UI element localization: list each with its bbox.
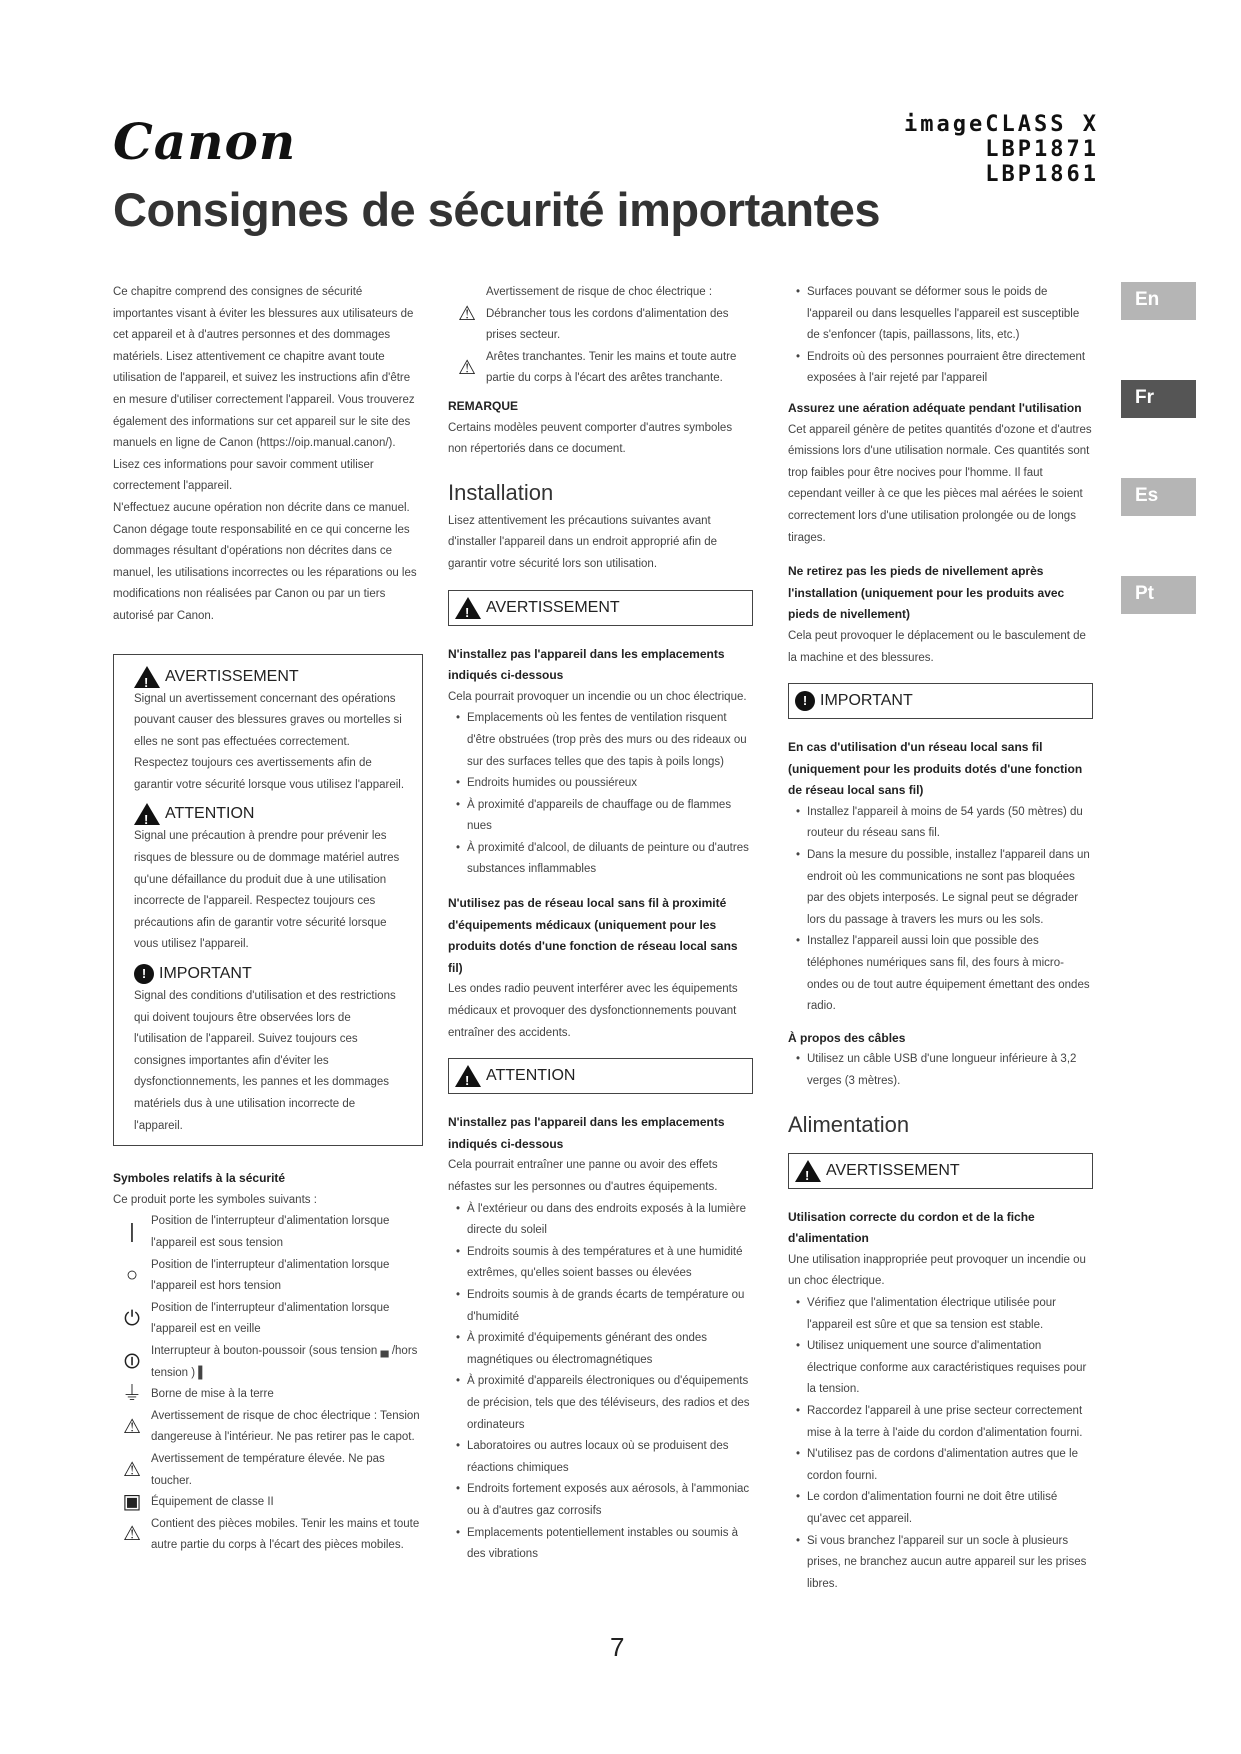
symbols-list <box>113 1211 423 1557</box>
caution-title: ATTENTION <box>165 805 255 823</box>
w1-list <box>448 708 753 881</box>
shock-warning-icon: ⚠ <box>458 302 476 325</box>
warning-text: Signal un avertissement concernant des opérations pouvant causer des blessures graves ou mortelles si elles ne sont pas effectuées correctement. Respectez toujours ces avertissements afin de garantir votre sécurité lorsque vous utilisez l'appareil. <box>134 692 405 791</box>
symbol-text: Équipement de classe II <box>151 1496 274 1509</box>
power-on-icon: | <box>129 1221 135 1244</box>
sharp-text: Arêtes tranchantes. Tenir les mains et toute autre partie du corps à l'écart des arêtes tranchante. <box>486 350 737 385</box>
cables-title: À propos des câbles <box>788 1030 906 1045</box>
list-item: • Laboratoires ou autres locaux où se produisent des réactions chimiques <box>448 1436 753 1479</box>
list-item: • Endroits humides ou poussiéreux <box>448 773 753 795</box>
caution-text: Signal une précaution à prendre pour prévenir les risques de blessure ou de dommage matériel autres qu'une défaillance du produit due à une utilisation incorrecte de l'appareil. Respectez toujours ces précautions afin de garantir votre sécurité lorsque vous utilisez l'appareil. <box>134 830 400 951</box>
cord-title: Utilisation correcte du cordon et de la fiche d'alimentation <box>788 1209 1035 1246</box>
vent-title: Assurez une aération adéquate pendant l'utilisation <box>788 400 1082 415</box>
symbol-text: Avertissement de température élevée. Ne pas toucher. <box>151 1452 385 1487</box>
w1-text: Cela pourrait provoquer un incendie ou un choc électrique. <box>448 690 747 703</box>
column-1 <box>113 282 423 1557</box>
important-text: Signal des conditions d'utilisation et des restrictions qui doivent toujours être observées lors de l'utilisation de l'appareil. Suivez toujours ces consignes importantes afin d'éviter les dysfonctionnements, les pannes et les dommages matériels dus à une utilisation incorrecte de l'appareil. <box>134 990 396 1132</box>
symbol-text: Avertissement de risque de choc électrique : Tension dangereuse à l'intérieur. Ne pas retirer pas le capot. <box>151 1409 420 1444</box>
list-item: • Raccordez l'appareil à une prise secteur correctement mise à la terre à l'aide du cordon d'alimentation fourni. <box>788 1401 1093 1444</box>
feet-title: Ne retirez pas les pieds de nivellement après l'installation (uniquement pour les produits avec pieds de nivellement) <box>788 564 1065 622</box>
warning-icon <box>134 666 160 688</box>
warning-label: AVERTISSEMENT <box>826 1161 960 1179</box>
column-3 <box>788 282 1093 1595</box>
symbol-row <box>113 1211 423 1254</box>
intro-paragraph: Ce chapitre comprend des consignes de sécurité importantes visant à éviter les blessures aux utilisateurs de cet appareil et à d'autres personnes et des dommages matériels. Lisez attentivement ce chapitre avant toute utilisation de l'appareil, et suivez les instructions afin d'être en mesure d'utiliser correctement l'appareil. Vous trouverez également des informations sur cet appareil sur le site des manuels en ligne de Canon (https://oip.manual.canon/). Lisez ces informations pour savoir comment utiliser correctement l'appareil. <box>113 286 415 493</box>
model-names <box>904 112 1099 187</box>
warning-label: AVERTISSEMENT <box>486 598 620 616</box>
list-item: • Emplacements où les fentes de ventilation risquent d'être obstruées (trop près des murs ou des rideaux ou sur des surfaces telles que des tapis à poils longs) <box>448 708 753 773</box>
w2-text: Les ondes radio peuvent interférer avec les équipements médicaux et provoquer des dysfonctionnements pouvant entraîner des accidents. <box>448 983 738 1039</box>
warning-box <box>448 590 753 626</box>
list-item: • Endroits fortement exposés aux aérosols, à l'ammoniac ou à d'autres gaz corrosifs <box>448 1479 753 1522</box>
sharp-edges-row <box>448 347 753 390</box>
vent-text: Cet appareil génère de petites quantités d'ozone et d'autres émissions lors d'une utilisation normale. Ces quantités sont trop faibles pour être nocives pour l'homme. Il faut cependant veiller à ce que les pièces mal aérées le soient correctement lors d'une utilisation prolongée ou de longs tirages. <box>788 423 1092 544</box>
canon-logo: Canon <box>113 112 297 171</box>
important-icon: ! <box>134 964 154 984</box>
shock-text: Avertissement de risque de choc électrique : Débrancher tous les cordons d'alimentation des prises secteur. <box>486 286 729 342</box>
feet-text: Cela peut provoquer le déplacement ou le basculement de la machine et des blessures. <box>788 629 1086 664</box>
installation-intro: Lisez attentivement les précautions suivantes avant d'installer l'appareil dans un endroit approprié afin de garantir votre sécurité lors son utilisation. <box>448 514 718 570</box>
ground-icon: ⏚ <box>122 1383 142 1406</box>
symbol-row <box>113 1341 423 1384</box>
model-line-1: imageCLASS X <box>904 112 1099 137</box>
w1-title: N'installez pas l'appareil dans les emplacements indiqués ci-dessous <box>448 646 725 683</box>
symbol-text: Position de l'interrupteur d'alimentation lorsque l'appareil est sous tension <box>151 1215 390 1249</box>
symbol-row <box>113 1514 423 1557</box>
warning-heading <box>134 665 406 689</box>
important-heading <box>134 962 406 986</box>
caution-heading <box>134 802 406 826</box>
wlan-title: En cas d'utilisation d'un réseau local sans fil (uniquement pour les produits dotés d'une fonction de réseau local sans fil) <box>788 740 1083 798</box>
important-box <box>788 683 1093 719</box>
list-item: • Dans la mesure du possible, installez l'appareil dans un endroit où les communications ne sont pas bloquées par des objets interposés. Le signal peut se dégrader lors du passage à travers les murs ou les sols. <box>788 845 1093 931</box>
list-item: • Endroits où des personnes pourraient être directement exposées à l'air rejeté par l'appareil <box>788 347 1093 390</box>
attention-label: ATTENTION <box>486 1067 576 1085</box>
symbols-title: Symboles relatifs à la sécurité <box>113 1171 286 1186</box>
sharp-edges-icon: ⚠ <box>458 356 476 379</box>
signal-words-box <box>113 654 423 1147</box>
cables-list <box>788 1049 1093 1092</box>
list-item: • Vérifiez que l'alimentation électrique utilisée pour l'appareil est sûre et que sa tension est stable. <box>788 1293 1093 1336</box>
standby-icon: ⏻ <box>124 1307 140 1330</box>
list-item: • Installez l'appareil à moins de 54 yards (50 mètres) du routeur du réseau sans fil. <box>788 802 1093 845</box>
symbols-intro: Ce produit porte les symboles suivants : <box>113 1193 317 1206</box>
symbol-row <box>113 1406 423 1449</box>
list-item: • Endroits soumis à des températures et à une humidité extrêmes, qu'elles soient basses ou élevées <box>448 1242 753 1285</box>
language-tab-es[interactable]: Es <box>1121 478 1196 516</box>
remark-text: Certains modèles peuvent comporter d'autres symboles non répertoriés dans ce document. <box>448 421 733 456</box>
power-off-icon: ○ <box>125 1264 139 1287</box>
caution-icon <box>134 803 160 825</box>
warning-icon <box>455 597 481 619</box>
list-item: • Endroits soumis à de grands écarts de température ou d'humidité <box>448 1285 753 1328</box>
cord-list <box>788 1293 1093 1595</box>
page-number: 7 <box>610 1632 625 1662</box>
list-item: • À proximité d'alcool, de diluants de peinture ou d'autres substances inflammables <box>448 838 753 881</box>
important-label: IMPORTANT <box>820 692 913 710</box>
symbol-row <box>113 1492 423 1514</box>
symbol-row <box>113 1255 423 1298</box>
list-item: • Utilisez un câble USB d'une longueur inférieure à 3,2 verges (3 mètres). <box>788 1049 1093 1092</box>
push-switch-icon: ⏼ <box>124 1350 140 1373</box>
symbol-text: Position de l'interrupteur d'alimentation lorsque l'appareil est en veille <box>151 1301 390 1336</box>
language-tab-en[interactable]: En <box>1121 282 1196 320</box>
important-title: IMPORTANT <box>159 965 252 983</box>
a1-list <box>448 1199 753 1566</box>
list-item: • Le cordon d'alimentation fourni ne doit être utilisé qu'avec cet appareil. <box>788 1487 1093 1530</box>
model-line-3: LBP1861 <box>985 162 1099 187</box>
column-2 <box>448 282 753 1566</box>
list-item: • À l'extérieur ou dans des endroits exposés à la lumière directe du soleil <box>448 1199 753 1242</box>
installation-title: Installation <box>448 479 554 505</box>
list-item: • Installez l'appareil aussi loin que possible des téléphones numériques sans fil, des fours à micro-ondes ou de tout autre équipement émettant des ondes radio. <box>788 931 1093 1017</box>
list-item: • Si vous branchez l'appareil sur un socle à plusieurs prises, ne branchez aucun autre appareil sur les prises libres. <box>788 1531 1093 1596</box>
symbol-text: Borne de mise à la terre <box>151 1388 274 1401</box>
language-tab-fr[interactable]: Fr <box>1121 380 1196 418</box>
symbol-text: Contient des pièces mobiles. Tenir les mains et toute autre partie du corps à l'écart des pièces mobiles. <box>151 1517 420 1552</box>
top-list <box>788 282 1093 390</box>
shock-symbol-row <box>448 282 753 347</box>
warning-title: AVERTISSEMENT <box>165 667 299 685</box>
important-icon: ! <box>795 691 815 711</box>
moving-parts-icon: ⚠ <box>123 1523 141 1546</box>
attention-box <box>448 1058 753 1094</box>
attention-icon <box>455 1065 481 1087</box>
symbol-text: Position de l'interrupteur d'alimentation lorsque l'appareil est hors tension <box>151 1258 390 1293</box>
power-title: Alimentation <box>788 1111 910 1137</box>
list-item: • À proximité d'appareils électroniques ou d'équipements de précision, tels que des téléviseurs, des radios et des ordinateurs <box>448 1371 753 1436</box>
list-item: • Emplacements potentiellement instables ou soumis à des vibrations <box>448 1523 753 1566</box>
list-item: • À proximité d'équipements générant des ondes magnétiques ou électromagnétiques <box>448 1328 753 1371</box>
remark-title: REMARQUE <box>448 398 519 413</box>
list-item: • À proximité d'appareils de chauffage ou de flammes nues <box>448 795 753 838</box>
list-item: • Surfaces pouvant se déformer sous le poids de l'appareil ou dans lesquelles l'appareil est susceptible de s'enfoncer (tapis, paillassons, lits, etc.) <box>788 282 1093 347</box>
a1-title: N'installez pas l'appareil dans les emplacements indiqués ci-dessous <box>448 1115 725 1151</box>
page-title: Consignes de sécurité importantes <box>113 183 881 236</box>
language-tab-pt[interactable]: Pt <box>1121 576 1196 614</box>
list-item: • N'utilisez pas de cordons d'alimentation autres que le cordon fourni. <box>788 1444 1093 1487</box>
w2-title: N'utilisez pas de réseau local sans fil à proximité d'équipements médicaux (uniquement pour les produits dotés d'une fonction de réseau local sans fil) <box>448 896 738 975</box>
symbol-text: Interrupteur à bouton-poussoir (sous tension ▄ /hors tension ) ▌ <box>151 1344 418 1379</box>
model-line-2: LBP1871 <box>985 137 1099 162</box>
symbol-row <box>113 1298 423 1341</box>
wlan-list <box>788 802 1093 1018</box>
symbol-row <box>113 1449 423 1492</box>
warning-icon <box>795 1160 821 1182</box>
intro-paragraph-2: N'effectuez aucune opération non décrite dans ce manuel. Canon dégage toute responsabilité en ce qui concerne les dommages résultant d'opérations non décrites dans ce manuel, les utilisations incorrectes ou les réparations ou les modifications non réalisées par Canon ou par un tiers autorisé par Canon. <box>113 501 417 622</box>
a1-text: Cela pourrait entraîner une panne ou avoir des effets néfastes sur les personnes ou d'autres équipements. <box>448 1159 718 1193</box>
hot-surface-icon: ⚠ <box>123 1458 141 1481</box>
warning-box-power <box>788 1153 1093 1189</box>
class-ii-icon: ▣ <box>122 1491 142 1514</box>
cord-text: Une utilisation inappropriée peut provoquer un incendie ou un choc électrique. <box>788 1253 1086 1288</box>
symbol-row <box>113 1384 423 1406</box>
shock-warning-icon: ⚠ <box>123 1415 141 1438</box>
list-item: • Utilisez uniquement une source d'alimentation électrique conforme aux caractéristiques requises pour la tension. <box>788 1336 1093 1401</box>
